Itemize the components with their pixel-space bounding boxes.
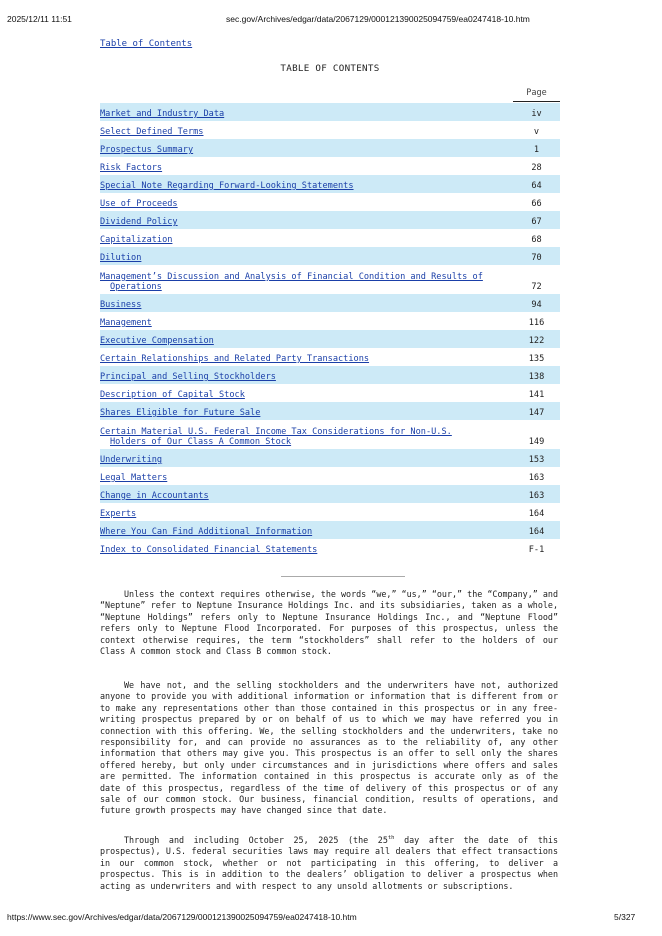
toc-table bbox=[100, 103, 560, 557]
table-of-contents-link-wrap bbox=[100, 39, 192, 49]
toc-page-number: 70 bbox=[513, 247, 560, 265]
toc-row bbox=[100, 211, 560, 229]
toc-entry-link[interactable] bbox=[100, 217, 178, 227]
toc-entry-link[interactable] bbox=[100, 427, 513, 447]
toc-page-number: 67 bbox=[513, 211, 560, 229]
toc-entry-link[interactable] bbox=[100, 300, 141, 310]
toc-page-number: 66 bbox=[531, 199, 542, 209]
toc-entry-cell bbox=[100, 420, 513, 449]
toc-page-number: 122 bbox=[513, 330, 560, 348]
paragraph-text: Through and including October 25, 2025 (the 25 bbox=[124, 835, 388, 845]
toc-entry-title: Market and Industry Data bbox=[100, 109, 225, 119]
toc-entry-cell bbox=[100, 384, 513, 402]
disclaimer-paragraph: We have not, and the selling stockholders and the underwriters have not, authorized anyone to provide you with additional information or information that is different from or to make any representations other than those contained in this prospectus or in any free-writing prospectus prepared by or on behalf of us to which we may have referred you in connection with this offering. We, the selling stockholders and the underwriters, take no responsibility for, and can provide no assurances as to the reliability of, any other information that others may give you. This prospectus is an offer to sell only the shares offered hereby, but only under circumstances and in jurisdictions where offers and sales are permitted. The information contained in this prospectus is accurate only as of the date of this prospectus, regardless of the time of delivery of this prospectus or of any sale of our common stock. Our business, financial condition, results of operations, and future growth prospects may have changed since that date. bbox=[100, 680, 558, 816]
toc-row bbox=[100, 312, 560, 330]
toc-row bbox=[100, 467, 560, 485]
toc-entry-title: Executive Compensation bbox=[100, 336, 214, 346]
toc-page-number: F-1 bbox=[528, 545, 545, 555]
toc-entry-cell bbox=[100, 467, 513, 485]
toc-row bbox=[100, 539, 560, 557]
toc-entry-title: Index to Consolidated Financial Statements bbox=[100, 545, 318, 555]
toc-entry-title: Legal Matters bbox=[100, 473, 168, 483]
toc-page-number: 1 bbox=[513, 139, 560, 157]
toc-entry-cell bbox=[100, 330, 513, 348]
toc-row bbox=[100, 229, 560, 247]
dealer-prospectus-paragraph bbox=[100, 833, 558, 892]
toc-entry-cell bbox=[100, 211, 513, 229]
toc-entry-link[interactable] bbox=[100, 408, 260, 418]
toc-entry-link[interactable] bbox=[100, 372, 276, 382]
toc-entry-link[interactable] bbox=[100, 127, 203, 137]
toc-entry-cell bbox=[100, 348, 513, 366]
toc-entry-cell bbox=[100, 485, 513, 503]
toc-entry-cell bbox=[100, 193, 513, 211]
toc-entry-link[interactable] bbox=[100, 235, 172, 245]
toc-entry-link[interactable] bbox=[100, 109, 224, 119]
toc-page-number: 138 bbox=[513, 366, 560, 384]
toc-page-number: 116 bbox=[528, 318, 545, 328]
toc-entry-link[interactable] bbox=[100, 199, 178, 209]
toc-entry-cell bbox=[100, 229, 513, 247]
toc-entry-title: Experts bbox=[100, 509, 137, 519]
toc-entry-title: Risk Factors bbox=[100, 163, 163, 173]
toc-entry-title: Business bbox=[100, 300, 142, 310]
toc-row bbox=[100, 247, 560, 265]
toc-entry-title: Management bbox=[100, 318, 152, 328]
toc-entry-cell bbox=[100, 157, 513, 175]
toc-row bbox=[100, 157, 560, 175]
toc-entry-link[interactable] bbox=[100, 455, 162, 465]
toc-entry-title: Where You Can Find Additional Information bbox=[100, 527, 313, 537]
toc-row bbox=[100, 175, 560, 193]
toc-entry-link[interactable] bbox=[100, 318, 152, 328]
toc-page-number: 94 bbox=[513, 294, 560, 312]
toc-entry-link[interactable] bbox=[100, 163, 162, 173]
toc-entry-cell bbox=[100, 312, 513, 330]
toc-row bbox=[100, 503, 560, 521]
toc-entry-link[interactable] bbox=[100, 473, 167, 483]
toc-entry-link[interactable] bbox=[100, 527, 312, 537]
toc-entry-title: Description of Capital Stock bbox=[100, 390, 245, 400]
paragraph-text: day after the date of this prospectus), U.S. federal securities laws may require all dealers that effect transactions in our common stock, whether or not participating in this offering, to deliver a prospectus. This is in addition to the dealers’ obligation to deliver a prospectus when acting as underwriters and with respect to any unsold allotments or subscriptions. bbox=[100, 835, 558, 891]
ordinal-suffix: th bbox=[387, 835, 395, 841]
toc-entry-link[interactable] bbox=[100, 181, 354, 191]
toc-entry-link[interactable] bbox=[100, 336, 214, 346]
toc-entry-cell bbox=[100, 103, 513, 121]
print-url-footer: https://www.sec.gov/Archives/edgar/data/2067129/000121390025094759/ea0247418-10.htm bbox=[7, 912, 357, 922]
toc-entry-cell bbox=[100, 247, 513, 265]
toc-entry-title-continued: Operations bbox=[110, 282, 162, 292]
toc-page-number: 147 bbox=[513, 402, 560, 420]
toc-entry-cell bbox=[100, 402, 513, 420]
toc-row bbox=[100, 366, 560, 384]
toc-entry-title: Change in Accountants bbox=[100, 491, 209, 501]
toc-entry-cell bbox=[100, 121, 513, 139]
toc-row bbox=[100, 265, 560, 294]
toc-row bbox=[100, 521, 560, 539]
toc-entry-link[interactable] bbox=[100, 491, 209, 501]
toc-entry-cell bbox=[100, 294, 513, 312]
toc-page-number: 72 bbox=[531, 282, 542, 292]
toc-row bbox=[100, 402, 560, 420]
toc-page-number: 68 bbox=[531, 235, 542, 245]
toc-entry-title: Shares Eligible for Future Sale bbox=[100, 408, 261, 418]
toc-page-number: 149 bbox=[528, 437, 545, 447]
toc-entry-cell bbox=[100, 503, 513, 521]
toc-page-number: iv bbox=[513, 103, 560, 121]
toc-entry-cell bbox=[100, 521, 513, 539]
toc-row bbox=[100, 420, 560, 449]
toc-page-number: 135 bbox=[528, 354, 545, 364]
toc-entry-link[interactable] bbox=[100, 253, 141, 263]
toc-entry-title: Capitalization bbox=[100, 235, 173, 245]
toc-page-number: 163 bbox=[513, 485, 560, 503]
table-of-contents-link[interactable]: Table of Contents bbox=[100, 39, 193, 49]
toc-row bbox=[100, 139, 560, 157]
toc-page-number: 164 bbox=[528, 509, 545, 519]
toc-row bbox=[100, 485, 560, 503]
toc-entry-title: Select Defined Terms bbox=[100, 127, 204, 137]
intro-paragraph: Unless the context requires otherwise, the words “we,” “us,” “our,” the “Company,” and “Neptune” refer to Neptune Insurance Holdings Inc. and its subsidiaries, taken as a whole, “Neptune Holdings” refers only to Neptune Insurance Holdings Inc., and “Neptune Flood” refers only to Neptune Flood Incorporated. For purposes of this prospectus, unless the context otherwise requires, the term “stockholders” shall refer to the holders of our Class A common stock and Class B common stock. bbox=[100, 589, 558, 657]
toc-row bbox=[100, 103, 560, 121]
toc-entry-title: Certain Relationships and Related Party Transactions bbox=[100, 354, 370, 364]
toc-row bbox=[100, 193, 560, 211]
toc-entry-title: Management’s Discussion and Analysis of Financial Condition and Results of bbox=[100, 272, 483, 282]
toc-page-number: 28 bbox=[531, 163, 542, 173]
toc-row bbox=[100, 121, 560, 139]
toc-page-number: 153 bbox=[513, 449, 560, 467]
toc-entry-cell bbox=[100, 175, 513, 193]
toc-entry-cell bbox=[100, 265, 513, 294]
toc-entry-cell bbox=[100, 539, 513, 557]
toc-entry-title: Underwriting bbox=[100, 455, 163, 465]
toc-page-number: 163 bbox=[528, 473, 545, 483]
toc-row bbox=[100, 384, 560, 402]
toc-entry-link[interactable] bbox=[100, 145, 193, 155]
toc-entry-title: Prospectus Summary bbox=[100, 145, 194, 155]
toc-entry-link[interactable] bbox=[100, 272, 513, 292]
toc-entry-link[interactable] bbox=[100, 545, 317, 555]
toc-row bbox=[100, 294, 560, 312]
section-divider bbox=[281, 576, 405, 577]
toc-entry-title: Certain Material U.S. Federal Income Tax Considerations for Non-U.S. bbox=[100, 427, 452, 437]
toc-page-number: 64 bbox=[513, 175, 560, 193]
toc-page-number: v bbox=[533, 127, 540, 137]
toc-page-number: 164 bbox=[513, 521, 560, 539]
toc-row bbox=[100, 449, 560, 467]
toc-entry-title: Special Note Regarding Forward-Looking Statements bbox=[100, 181, 354, 191]
toc-title: TABLE OF CONTENTS bbox=[280, 63, 380, 74]
toc-entry-title-continued: Holders of Our Class A Common Stock bbox=[110, 437, 292, 447]
toc-entry-link[interactable] bbox=[100, 509, 136, 519]
print-url-header: sec.gov/Archives/edgar/data/2067129/000121390025094759/ea0247418-10.htm bbox=[226, 14, 530, 24]
toc-entry-cell bbox=[100, 139, 513, 157]
toc-entry-link[interactable] bbox=[100, 390, 245, 400]
print-page-count: 5/327 bbox=[614, 912, 636, 922]
toc-entry-cell bbox=[100, 449, 513, 467]
toc-row bbox=[100, 330, 560, 348]
toc-page-column-header: Page bbox=[513, 88, 560, 102]
toc-entry-cell bbox=[100, 366, 513, 384]
toc-entry-title: Dividend Policy bbox=[100, 217, 178, 227]
toc-row bbox=[100, 348, 560, 366]
toc-entry-title: Principal and Selling Stockholders bbox=[100, 372, 276, 382]
toc-entry-link[interactable] bbox=[100, 354, 369, 364]
toc-page-number: 141 bbox=[528, 390, 545, 400]
toc-entry-title: Dilution bbox=[100, 253, 142, 263]
toc-entry-title: Use of Proceeds bbox=[100, 199, 178, 209]
print-datetime: 2025/12/11 11:51 bbox=[7, 14, 72, 24]
